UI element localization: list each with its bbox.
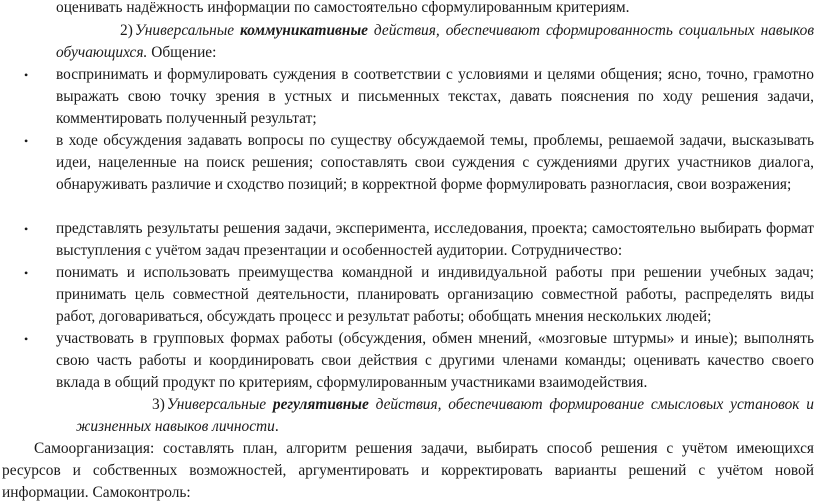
section-3-number: 3)	[152, 396, 165, 413]
section-2-tail: Общение:	[147, 44, 217, 61]
paragraph-self-organization: Самоорганизация: составлять план, алгоритм решения задачи, выбирать способ решения с учётом имеющихся ресурсов и собственных возможностей, аргументировать и корректировать варианты решений с учётом новой информации. Самоконтроль:	[2, 440, 814, 501]
section-2-number: 2)	[120, 22, 133, 39]
section-3-italic-start: Универсальные	[166, 396, 273, 413]
list-item-communication-1: воспринимать и формулировать суждения в соответствии с условиями и целями общения; ясно, точно, грамотно выражать свою точку зрения в устных и письменных текстах, давать пояснения по ходу решения задачи, комментировать полученный результат;	[56, 66, 814, 127]
list-item-cooperation-2: участвовать в групповых формах работы (обсуждения, обмен мнений, «мозговые штурмы» и иные); выполнять свою часть работы и координировать свои действия с другими членами команды; оценивать качество своего вклада в общий продукт по критериям, сформулированным участниками взаимодействия.	[56, 330, 814, 391]
section-3-italic-end: действия, обеспечивают формирование смысловых установок и жизненных навыков личности	[76, 396, 814, 435]
section-2-italic-start: Универсальные	[134, 22, 241, 39]
list-item-communication-2: в ходе обсуждения задавать вопросы по существу обсуждаемой темы, проблемы, решаемой задачи, высказывать идеи, нацеленные на поиск решения; сопоставлять свои суждения с суждениями других участников диалога, обнаруживать различие и сходство позиций; в корректной форме формулировать разногласия, свои возражения;	[56, 132, 814, 193]
section-3-heading	[76, 394, 814, 438]
section-3-bold-word: регулятивные	[272, 396, 369, 413]
section-2-bold-word: коммуникативные	[240, 22, 368, 39]
bullet-marker: •	[24, 134, 29, 148]
bullet-marker: •	[24, 266, 29, 280]
section-2-italic-end: действия, обеспечивают сформированность социальных навыков обучающихся.	[56, 22, 814, 61]
section-3-tail: .	[274, 418, 279, 435]
paragraph-top-line: оценивать надёжность информации по самостоятельно сформулированным критериям.	[56, 0, 630, 16]
bullet-marker: •	[24, 68, 29, 82]
list-item-communication-3: представлять результаты решения задачи, эксперимента, исследования, проекта; самостоятельно выбирать формат выступления с учётом задач презентации и особенностей аудитории. Сотрудничество:	[56, 220, 814, 259]
bullet-marker: •	[24, 332, 29, 346]
bullet-marker: •	[24, 222, 29, 236]
section-2-heading	[56, 20, 814, 64]
list-item-cooperation-1: понимать и использовать преимущества командной и индивидуальной работы при решении учебных задач; принимать цель совместной деятельности, планировать организацию совместной работы, распределять виды работ, договариваться, обсуждать процесс и результат работы; обобщать мнения нескольких людей;	[56, 264, 814, 325]
